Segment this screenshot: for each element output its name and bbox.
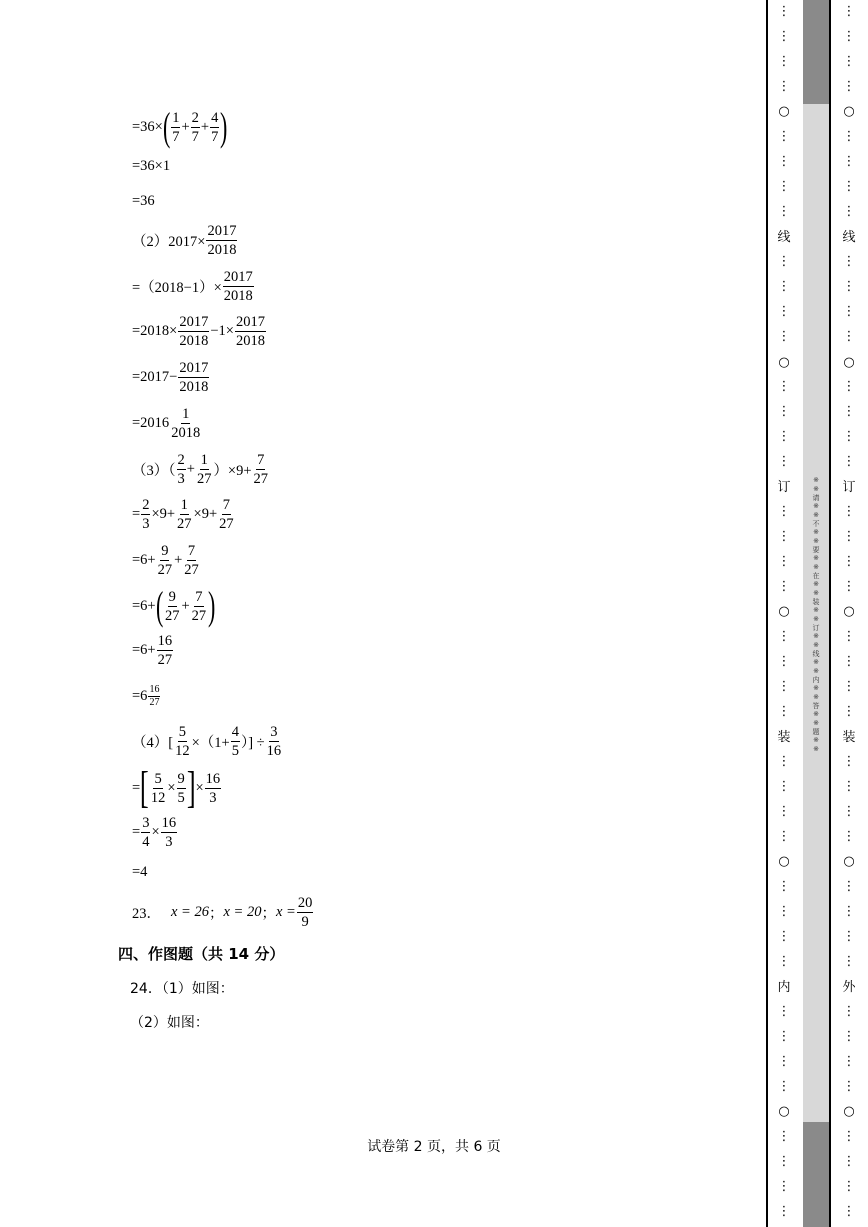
binding-dots: ⋮	[842, 954, 856, 969]
binding-dots: ⋮	[842, 504, 856, 519]
left-paren: (	[155, 583, 163, 628]
binding-dots: ⋮	[842, 779, 856, 794]
binding-dots: ⋮	[842, 1204, 856, 1219]
binding-dark-top	[803, 0, 829, 104]
equation-line-11: =6+ $\frac{9}{27}$ + $\frac{7}{27}$	[132, 543, 199, 578]
binding-warning-text: ※※请※※不※※要※※在※※装※※订※※线※※内※※答※※题※※	[812, 476, 820, 754]
binding-dots: ⋮	[842, 279, 856, 294]
binding-dots: ⋮	[777, 629, 791, 644]
equation-line-17: = $\frac{3}{4}$ × $\frac{16}{3}$	[132, 815, 177, 850]
fraction: $\frac{7}{27}$	[184, 543, 199, 578]
binding-dots: ⋮	[777, 154, 791, 169]
fraction: $\frac{7}{27}$	[219, 497, 234, 532]
binding-dark-bottom	[803, 1122, 829, 1227]
binding-dots: ⋮	[777, 1004, 791, 1019]
fraction: $\frac{2}{3}$	[142, 497, 150, 532]
fraction: $\frac{16}{27}$	[157, 633, 173, 668]
binding-label: 线	[777, 230, 791, 245]
equation-line-16: = [ $\frac{5}{12}$ × $\frac{9}{5}$ ] × $\frac{16}{3}$	[132, 763, 221, 812]
binding-dots: ⋮	[842, 1154, 856, 1169]
binding-dots: ⋮	[842, 929, 856, 944]
binding-dots: ⋮	[842, 1079, 856, 1094]
binding-dots: ⋮	[777, 904, 791, 919]
binding-dots: ⋮	[777, 754, 791, 769]
binding-dots: ⋮	[777, 679, 791, 694]
equation-line-10: = $\frac{2}{3}$ ×9+ $\frac{1}{27}$ ×9+ $\frac{7}{27}$	[132, 497, 234, 532]
binding-dots: ⋮	[777, 429, 791, 444]
binding-dots: ⋮	[777, 829, 791, 844]
fraction: $\frac{2017}{2018}$	[179, 360, 209, 395]
fraction: $\frac{2017}{2018}$	[223, 269, 253, 304]
answer-23: 23． x = 26 ； x = 20 ； x = $\frac{20}{9}$	[132, 895, 313, 930]
fraction: $\frac{2017}{2018}$	[235, 314, 265, 349]
binding-dots: ⋮	[842, 704, 856, 719]
fraction: $\frac{9}{27}$	[164, 588, 180, 624]
fraction: $\frac{9}{5}$	[177, 770, 185, 806]
binding-dots: ⋮	[777, 579, 791, 594]
binding-circle: ○	[843, 604, 855, 619]
fraction: $\frac{1}{7}$	[172, 109, 180, 145]
fraction: $\frac{7}{27}$	[191, 588, 207, 624]
equation-line-14: =6 $\frac{16}{27}$	[132, 684, 160, 708]
binding-dots: ⋮	[777, 954, 791, 969]
binding-dots: ⋮	[777, 879, 791, 894]
fraction: $\frac{2017}{2018}$	[207, 223, 237, 258]
fraction: $\frac{16}{3}$	[161, 815, 177, 850]
binding-dots: ⋮	[842, 1179, 856, 1194]
equation-line-1: =36× ( $\frac{1}{7}$ + $\frac{2}{7}$ + $\frac{4}{7}$ )	[132, 104, 228, 149]
fraction: $\frac{1}{27}$	[196, 452, 212, 487]
binding-border-left	[766, 0, 768, 1227]
binding-dots: ⋮	[777, 29, 791, 44]
right-paren: )	[220, 104, 228, 149]
equation-line-13: =6+ $\frac{16}{27}$	[132, 633, 173, 668]
binding-dots: ⋮	[777, 54, 791, 69]
fraction: $\frac{3}{4}$	[142, 815, 150, 850]
binding-dots: ⋮	[842, 304, 856, 319]
binding-dots: ⋮	[842, 1129, 856, 1144]
binding-dots: ⋮	[842, 904, 856, 919]
equation-line-6: =2018× $\frac{2017}{2018}$ −1× $\frac{2017}{2018}$	[132, 314, 265, 349]
binding-dots: ⋮	[842, 429, 856, 444]
binding-dots: ⋮	[842, 4, 856, 19]
binding-dots: ⋮	[777, 779, 791, 794]
binding-dots: ⋮	[777, 1029, 791, 1044]
equation-line-7: =2017− $\frac{2017}{2018}$	[132, 360, 209, 395]
binding-dots: ⋮	[777, 1129, 791, 1144]
binding-label: 装	[777, 730, 791, 745]
binding-dots: ⋮	[777, 79, 791, 94]
binding-circle: ○	[843, 355, 855, 370]
binding-dots: ⋮	[777, 1179, 791, 1194]
binding-circle: ○	[778, 104, 790, 119]
binding-dots: ⋮	[842, 29, 856, 44]
binding-dots: ⋮	[842, 1054, 856, 1069]
binding-dots: ⋮	[777, 1204, 791, 1219]
binding-label: 订	[777, 480, 791, 495]
binding-label: 外	[842, 980, 856, 995]
binding-label: 订	[842, 480, 856, 495]
left-paren: (	[162, 104, 171, 149]
binding-dots: ⋮	[777, 204, 791, 219]
binding-dots: ⋮	[777, 929, 791, 944]
binding-dots: ⋮	[777, 404, 791, 419]
question-24-part-1: 24．（1）如图：	[130, 981, 234, 997]
question-24-part-2: （2）如图：	[130, 1015, 209, 1031]
fraction: $\frac{16}{3}$	[205, 770, 221, 806]
binding-dots: ⋮	[777, 654, 791, 669]
binding-dots: ⋮	[777, 129, 791, 144]
binding-dots: ⋮	[777, 504, 791, 519]
binding-dots: ⋮	[842, 329, 856, 344]
fraction: $\frac{2}{7}$	[191, 109, 199, 145]
binding-dots: ⋮	[842, 204, 856, 219]
binding-dots: ⋮	[777, 1054, 791, 1069]
binding-dots: ⋮	[842, 829, 856, 844]
binding-circle: ○	[843, 104, 855, 119]
binding-dots: ⋮	[842, 404, 856, 419]
fraction: $\frac{1}{27}$	[177, 497, 192, 532]
binding-column-outer	[838, 0, 860, 1227]
binding-dots: ⋮	[842, 1029, 856, 1044]
fraction: $\frac{1}{2018}$	[171, 406, 201, 441]
equation-line-18: =4	[132, 864, 148, 880]
equation-line-9: （3）（ $\frac{2}{3}$ + $\frac{1}{27}$ ）×9+ $\frac{7}{27}$	[132, 452, 269, 487]
binding-dots: ⋮	[842, 804, 856, 819]
binding-dots: ⋮	[842, 254, 856, 269]
binding-column-inner	[773, 0, 795, 1227]
fraction: $\frac{9}{27}$	[157, 543, 173, 578]
binding-dots: ⋮	[842, 554, 856, 569]
equation-line-12: =6+ ( $\frac{9}{27}$ + $\frac{7}{27}$ )	[132, 583, 216, 628]
binding-dots: ⋮	[842, 129, 856, 144]
binding-circle: ○	[778, 355, 790, 370]
binding-dots: ⋮	[777, 304, 791, 319]
left-bracket: [	[140, 763, 149, 812]
fraction: $\frac{5}{12}$	[150, 770, 166, 806]
fraction: $\frac{3}{16}$	[266, 724, 282, 759]
section-4-title: 四、作图题（共 14 分）	[118, 945, 285, 963]
fraction: $\frac{16}{27}$	[149, 684, 160, 708]
equation-line-5: =（2018−1）× $\frac{2017}{2018}$	[132, 269, 253, 304]
binding-dots: ⋮	[777, 454, 791, 469]
equation-line-8: =2016 $\frac{1}{2018}$	[132, 406, 201, 441]
binding-dots: ⋮	[842, 629, 856, 644]
binding-circle: ○	[843, 1104, 855, 1119]
fraction: $\frac{5}{12}$	[175, 724, 190, 759]
equation-line-2: =36×1	[132, 158, 171, 174]
binding-dots: ⋮	[777, 254, 791, 269]
binding-label: 线	[842, 230, 856, 245]
right-paren: )	[208, 583, 216, 628]
binding-dots: ⋮	[842, 1004, 856, 1019]
eq-text: =36×	[132, 118, 163, 135]
binding-dots: ⋮	[777, 529, 791, 544]
binding-label: 装	[842, 730, 856, 745]
binding-dots: ⋮	[842, 579, 856, 594]
binding-dots: ⋮	[777, 4, 791, 19]
fraction: $\frac{7}{27}$	[253, 452, 269, 487]
binding-dots: ⋮	[842, 179, 856, 194]
binding-dots: ⋮	[842, 754, 856, 769]
binding-dots: ⋮	[842, 679, 856, 694]
binding-label: 内	[777, 980, 791, 995]
equation-line-3: =36	[132, 193, 155, 209]
binding-dots: ⋮	[842, 879, 856, 894]
binding-border-right	[829, 0, 831, 1227]
binding-dots: ⋮	[777, 1079, 791, 1094]
equation-line-4: （2）2017× $\frac{2017}{2018}$	[132, 223, 237, 258]
binding-dots: ⋮	[842, 454, 856, 469]
binding-circle: ○	[778, 604, 790, 619]
binding-dots: ⋮	[777, 1154, 791, 1169]
binding-dots: ⋮	[777, 704, 791, 719]
fraction: $\frac{4}{5}$	[231, 724, 239, 759]
binding-dots: ⋮	[842, 529, 856, 544]
binding-dots: ⋮	[777, 179, 791, 194]
binding-circle: ○	[843, 854, 855, 869]
fraction: $\frac{4}{7}$	[211, 109, 219, 145]
page-footer: 试卷第 2 页，共 6 页	[367, 1139, 501, 1155]
fraction: $\frac{2}{3}$	[177, 452, 185, 487]
binding-dots: ⋮	[777, 804, 791, 819]
binding-dots: ⋮	[842, 379, 856, 394]
binding-dots: ⋮	[777, 379, 791, 394]
binding-dots: ⋮	[842, 154, 856, 169]
equation-line-15: （4）[ $\frac{5}{12}$ ×（1+ $\frac{4}{5}$ ）] ÷ $\frac{3}{16}$	[132, 724, 282, 759]
binding-dots: ⋮	[777, 279, 791, 294]
binding-circle: ○	[778, 1104, 790, 1119]
binding-dots: ⋮	[842, 654, 856, 669]
binding-dots: ⋮	[777, 329, 791, 344]
binding-circle: ○	[778, 854, 790, 869]
fraction: $\frac{20}{9}$	[297, 895, 313, 930]
fraction: $\frac{2017}{2018}$	[179, 314, 209, 349]
binding-dots: ⋮	[842, 54, 856, 69]
right-bracket: ]	[186, 763, 196, 812]
binding-dots: ⋮	[842, 79, 856, 94]
binding-dots: ⋮	[777, 554, 791, 569]
